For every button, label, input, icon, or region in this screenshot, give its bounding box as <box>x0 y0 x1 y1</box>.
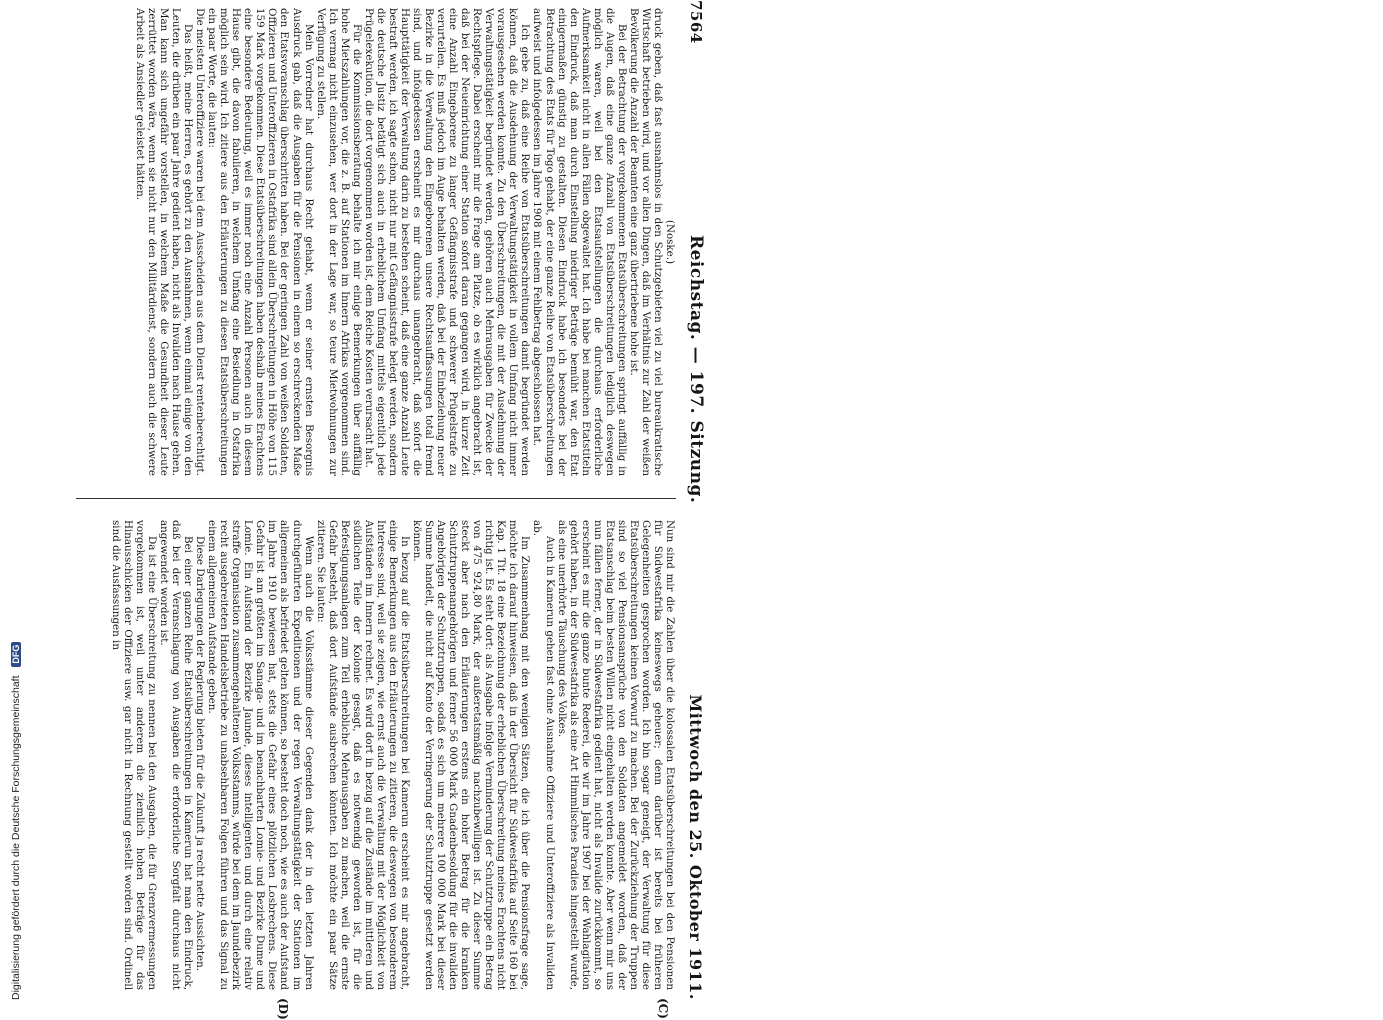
right-column <box>76 520 676 990</box>
paragraph: Nun sind mir die Zahlen über die kolossalen Etatsüberschreitungen bei den Pensionen für Südwestafrika keineswegs geheuer; denn darüber ist bereits bei früheren Gelegenheiten gesprochen worden. Ich bin sogar geneigt, der Verwaltung für diese Etatsüberschreitungen keinen Vorwurf zu machen. Bei der Zurückziehung der Truppen sind so viel Pensionsansprüche von den Soldaten angemeldet worden, daß der Etatsanschlag beim besten Willen nicht eingehalten werden konnte. Aber wenn mir uns nun fällen ferner, der in Südwestafrika gedient hat, nicht als Invalide zurückkommt, so erscheint es mir die ganze bunte Rederei, die wir im Jahre 1907 bei der Wahlagitation gehört haben, in der Südwestafrika als eine Art Himmlisches Paradies hingestellt wurde, als eine unerhörte Täuschung des Volkes. <box>555 520 676 990</box>
page-date: Mittwoch den 25. Oktober 1911. <box>686 694 706 1000</box>
page-number: 7564 <box>687 0 705 44</box>
paragraph: Für die Kommissionsberatung behalte ich mir einige Bemerkungen über auffällig hohe Mietszahlungen vor, die z. B. auf Stationen im Innern Afrikas vorgenommen sind. Ich vermag nicht einzusehen, wer dort in der Lage war, so teure Mietwohnungen zur Verfügung zu stellen. <box>314 8 363 476</box>
margin-letter-c: (C) <box>656 998 670 1019</box>
paragraph: Bei einer ganzen Reihe Etatsüberschreitungen in Kamerun hat man den Eindruck, daß bei der Veranschlagung von Ausgaben die erforderliche Sorgfalt durchaus nicht angewendet worden ist. <box>158 520 195 990</box>
footer-credit: Digitalisierung gefördert durch die Deutsche Forschungsgemeinschaft <box>10 675 22 1000</box>
column-divider <box>76 498 676 499</box>
quote: Wenn auch die Volksstämme dieser Gegenden dank der in den letzten Jahren durchgeführten Expeditionen und der regen Verwaltungstätigkeit der Stationen im allgemeinen als befriedet gelten können, so besteht doch noch, wie es auch der Aufstand im Jahre 1910 bewiesen hat, stets die Gefahr eines plötzlichen Losbrechens. Diese Gefahr ist am größten im Sanaga- und im benachbarten Lomie- und Bezirke Dume und Lomie. Ein Aufstand der Bezirke Jaunde, dieses intelligenten und durch eine relativ straffe Organisation zusammengehaltenen Volksstamms, würde bei dem im Jaundebezirk recht ausgebreiteten Handelsbetriebe zu unabsehbaren Folgen führen und das Signal zu einem allgemeinen Aufstande geben. <box>206 520 315 990</box>
page-title: Reichstag. — 197. Sitzung. <box>686 234 706 504</box>
margin-letter-d: (D) <box>276 998 290 1020</box>
quote: Die meisten Unteroffiziere waren bei dem Ausscheiden aus dem Dienst rentenberechtigt. <box>194 8 207 476</box>
paragraph: Das heißt, meine Herren, es gehört zu den Ausnahmen, wenn einmal einige von den Leuten, die drüben ein paar Jahre gedient haben, nicht als Invaliden nach Hause gehen. Man kann sich ungefähr vorstellen, in welchem Maße die Gesundheit dieser Leute zerrüttet worden wäre, wenn sie nicht nur den Militärdienst, sondern auch die schwere Arbeit als Ansiedler geleistet hätten. <box>133 8 195 476</box>
paragraph: Ich gebe zu, daß eine Reihe von Etatsüberschreitungen damit begründet werden können, daß die Ausdehnung der Verwaltungstätigkeit in vollem Umfang nicht immer vorausgesehen werden konnte. Zu den Überschreitungen, die mit der Ausdehnung der Verwaltungstätigkeit begründet werden, gehören auch Mehrausgaben für Zwecke der Rechtspflege. Dabei erscheint mir die Frage am Platze, ob es wirklich angebracht ist, daß bei der Neueinrichtung einer Station sofort daran gegangen wird, in kurzer Zeit eine Anzahl Eingeborene zu langer Gefängnisstrafe und schwerer Prügelstrafe zu verurteilen. Es muß jedoch im Auge behalten werden, daß bei der Einbeziehung neuer Bezirke in die Verwaltung den Eingeborenen unsere Rechtsauffassungen total fremd sind, und infolgedessen erscheint es mir durchaus unangebracht, daß sofort die Haupttätigkeit der Verwaltung darin zu bestehen scheint, daß eine ganze Anzahl Leute bestraft werden, ich sagte schon, nicht nur mit Gefängnisstrafe belegt werden, sondern die deutsche Justiz betätigt sich auch in erheblichem Umfang mittels eigentlich jede Prügelexekution, die dort vorgenommen worden ist, dem Reiche Kosten verursacht hat. <box>362 8 532 476</box>
left-column <box>76 8 676 476</box>
paragraph: In bezug auf die Etatsüberschreitungen bei Kamerun erscheint es mir angebracht, einige Bemerkungen aus den Erläuterungen zu zitieren, die deswegen von besonderem Interesse sind, weil sie zeigen, wie ernst auch die Verwaltung mit der Möglichkeit von Aufständen im Innern rechnet. Es wird dort in bezug auf die Zustände im mittleren und südlichen Teile der Kolonie gesagt, daß es notwendig geworden ist, für die Befestigungsanlagen zum Teil erhebliche Mehrausgaben zu machen, weil die ernste Gefahr besteht, daß dort Aufstände ausbrechen könnten. Ich möchte ein paar Sätze zitieren. Sie lauten: <box>314 520 411 990</box>
paragraph: Da ist eine Überschreitung zu nennen bei den Ausgaben, die für Grenzvermessungen vorgekommen ist, weil unter anderem die ziemlich hohen Beträge für das Hinausschicken der Offiziere usw. gar nicht in Rechnung gestellt worden sind. Ordinell sind die Ausfassungen in <box>109 520 158 990</box>
page-header <box>682 0 710 1000</box>
speaker-name: (Noske.) <box>664 219 676 265</box>
paragraph: Diese Darlegungen der Regierung bieten für die Zukunft ja recht nette Aussichten. <box>194 536 207 971</box>
paragraph: Bei der Betrachtung der vorgekommenen Etatsüberschreitungen springt auffällig in die Augen, daß eine ganze Anzahl von Etatsüberschreitungen lediglich deswegen möglich waren, weil bei den Etatsaufstellungen die durchaus erforderliche Aufmerksamkeit nicht in allen Fällen obgewaltet hat. Ich habe bei manchen Etatstiteln den Eindruck, daß man durch Einstellung niedriger Beträge bemüht war, den Etat einigermaßen günstig zu gestalten. Diesen Eindruck habe ich besonders bei der Betrachtung des Etats für Togo gehabt, der eine ganze Reihe von Etatsüberschreitungen aufweist und infolgedessen im Jahre 1908 mit einem Fehlbetrag abgeschlossen hat. <box>531 8 628 476</box>
paragraph: Mein Vorredner hat durchaus Recht gehabt, wenn er seiner ernsten Besorgnis Ausdruck gab, daß die Ausgaben für die Pensionen in einem so erschreckenden Maße den Etatsvoranschlag überschritten haben. Bei der geringen Zahl von weißen Soldaten, Offizieren und Unteroffizieren in Ostafrika sind allein Überschreitungen in Höhe von 115 159 Mark vorgekommen. Diese Etatsüberschreitungen haben deshalb meines Erachtens eine besondere Bedeutung, weil es immer noch eine Anzahl Personen auch in diesem Hause gibt, die davon fabulieren, in welchem Umfang eine Besiedlung in Ostafrika möglich sein wird. Ich zitiere aus den Erläuterungen zu diesen Etatsüberschreitungen ein paar Worte, die lauten: <box>206 8 315 476</box>
paragraph: Im Zusammenhang mit den wenigen Sätzen, die ich über die Pensionsfrage sage, möchte ich darauf hinweisen, daß in der Übersicht für Südwestafrika auf Seite 160 bei Kap. 1 Tit. 18 eine Bezeichnung der erheblichen Überschreitung meines Erachtens nicht richtig ist. Es steht dort: als Ausgabe infolge Verminderung der Schutztruppe ein Betrag von 475 924,80 Mark, der außeretatsmäßig nachzubewilligen ist. Zu dieser Summe steckt aber nach den Erläuterungen erstens ein hoher Betrag für die kranken Schutztruppenangehörigen und ferner 56 000 Mark Gnadenbesoldung für die invaliden Angehörigen der Schutztruppen, sodaß es sich um mehrere 100 000 Mark bei dieser Summe handelt, die nicht auf Konto der Verringerung der Schutztruppe gesetzt werden können. <box>411 520 532 990</box>
paragraph: Auch in Kamerun gehen fast ohne Ausnahme Offiziere und Unteroffiziere als Invaliden ab. <box>531 520 556 990</box>
paragraph: druck geben, daß fast ausnahmslos in den Schutzgebieten viel zu viel bureaukratische Wirtschaft betrieben wird, und vor allen Dingen, daß im Verhältnis zur Zahl der weißen Bevölkerung die Anzahl der Beamten eine ganz übertriebene hohe ist. <box>627 8 664 476</box>
newspaper-page <box>70 0 710 1020</box>
footer-text <box>10 642 22 1000</box>
dfg-logo-icon: DFG <box>11 642 21 667</box>
